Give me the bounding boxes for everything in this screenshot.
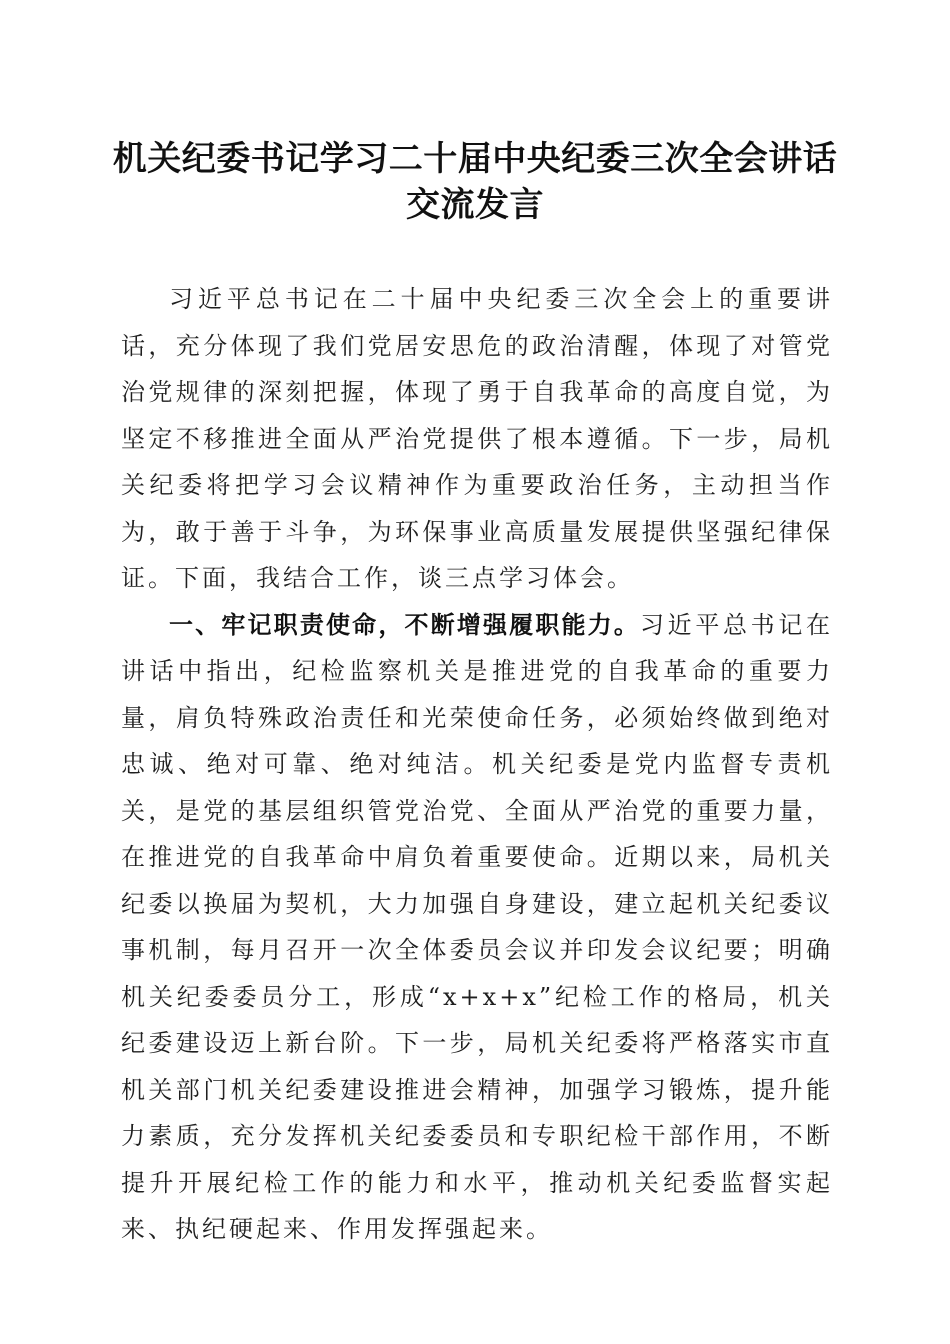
paragraph-intro [121, 276, 833, 602]
paragraph-text: 习近平总书记在二十届中央纪委三次全会上的重要讲话，充分体现了我们党居安思危的政治清醒，体现了对管党治党规律的深刻把握，体现了勇于自我革命的高度自觉，为坚定不移推进全面从严治党提供了根本遵循。下一步，局机关纪委将把学习会议精神作为重要政治任务，主动担当作为，敢于善于斗争，为环保事业高质量发展提供坚强纪律保证。下面，我结合工作，谈三点学习体会。 [121, 285, 833, 592]
paragraph-section-one [121, 602, 833, 1253]
section-heading: 一、牢记职责使命，不断增强履职能力。 [169, 610, 640, 639]
document-title: 机关纪委书记学习二十届中央纪委三次全会讲话交流发言 [112, 139, 838, 225]
paragraph-text: 习近平总书记在讲话中指出，纪检监察机关是推进党的自我革命的重要力量，肩负特殊政治责任和光荣使命任务，必须始终做到绝对忠诚、绝对可靠、绝对纯洁。机关纪委是党内监督专责机关，是党的基层组织管党治党、全面从严治党的重要力量，在推进党的自我革命中肩负着重要使命。近期以来，局机关纪委以换届为契机，大力加强自身建设，建立起机关纪委议事机制，每月召开一次全体委员会议并印发会议纪要；明确机关纪委委员分工，形成“x+x+x”纪检工作的格局，机关纪委建设迈上新台阶。下一步，局机关纪委将严格落实市直机关部门机关纪委建设推进会精神，加强学习锻炼，提升能力素质，充分发挥机关纪委委员和专职纪检干部作用，不断提升开展纪检工作的能力和水平，推动机关纪委监督实起来、执纪硬起来、作用发挥强起来。 [121, 610, 833, 1243]
document-body [121, 276, 833, 1253]
